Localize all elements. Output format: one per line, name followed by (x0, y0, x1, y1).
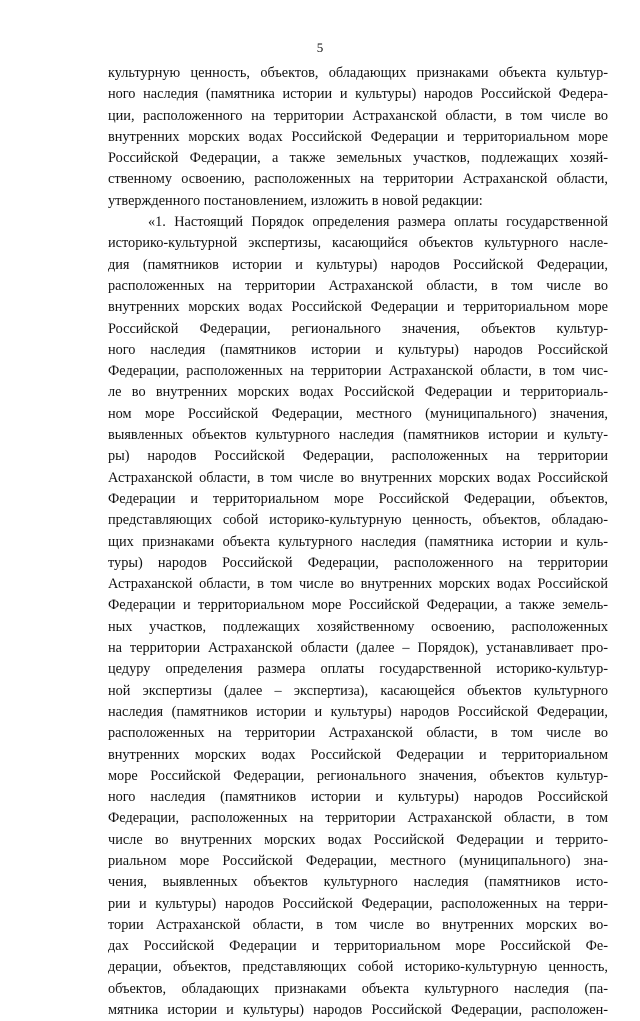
text-line: тории Астраханской области, в том числе во внутренних морских во- (108, 916, 608, 933)
text-line: Федерации, расположенных на территории Астраханской области, в том (108, 810, 608, 827)
text-line: внутренних морских водах Российской Федерации и территориальном (108, 746, 608, 763)
text-line: дия (памятников истории и культуры) народов Российской Федерации, (108, 256, 608, 273)
text-line: ры) народов Российской Федерации, расположенных на территории (108, 448, 608, 465)
text-line: внутренних морских водах Российской Федерации и территориальном море (108, 128, 608, 145)
text-line: ного наследия (памятников истории и культуры) народов Российской (108, 341, 608, 358)
text-line: Федерации и территориальном море Российской Федерации, а также земель- (108, 597, 608, 614)
text-line: рии и культуры) народов Российской Федерации, расположенных на терри- (108, 895, 608, 912)
text-line: внутренних морских водах Российской Федерации и территориальном море (108, 299, 608, 316)
text-line: дерации, объектов, представляющих собой историко-культурную ценность, (108, 959, 608, 976)
text-line: чения, выявленных объектов культурного наследия (памятников исто- (108, 874, 608, 891)
text-line: на территории Астраханской области (далее – Порядок), устанавливает про- (108, 640, 608, 657)
text-line: выявленных объектов культурного наследия (памятников истории и культу- (108, 427, 608, 444)
text-line: Федерации, расположенных на территории Астраханской области, в том чис- (108, 363, 608, 380)
text-line: ной экспертизы (далее – экспертиза), касающейся объектов культурного (108, 682, 608, 699)
document-body (108, 63, 608, 1021)
text-line: наследия (памятников истории и культуры) народов Российской Федерации, (108, 703, 608, 720)
text-line: Российской Федерации, а также земельных участков, подлежащих хозяй- (108, 150, 608, 167)
text-line: Российской Федерации, регионального значения, объектов культур- (108, 320, 608, 337)
text-line: ле во внутренних морских водах Российской Федерации и территориаль- (108, 384, 608, 401)
text-line: расположенных на территории Астраханской области, в том числе во (108, 725, 608, 742)
text-line: Астраханской области, в том числе во внутренних морских водах Российской (108, 469, 608, 486)
text-line: расположенных на территории Астраханской области, в том числе во (108, 277, 608, 294)
text-line: историко-культурной экспертизы, касающийся объектов культурного насле- (108, 235, 608, 252)
text-line: Федерации и территориальном море Российской Федерации, объектов, (108, 490, 608, 507)
text-line: дах Российской Федерации и территориальном море Российской Фе- (108, 938, 608, 955)
text-line: ного наследия (памятников истории и культуры) народов Российской (108, 789, 608, 806)
text-line: щих признаками объекта культурного наследия (памятника истории и куль- (108, 533, 608, 550)
text-line: ственному освоению, расположенных на территории Астраханской области, (108, 171, 608, 188)
text-line: числе во внутренних морских водах Российской Федерации и террито- (108, 831, 608, 848)
text-line: культурную ценность, объектов, обладающих признаками объекта культур- (108, 65, 608, 81)
text-line: Астраханской области, в том числе во внутренних морских водах Российской (108, 576, 608, 593)
page-number: 5 (316, 40, 324, 55)
text-line: туры) народов Российской Федерации, расположенного на территории (108, 554, 608, 571)
text-line: ного наследия (памятника истории и культуры) народов Российской Федера- (108, 86, 608, 103)
text-line: море Российской Федерации, регионального значения, объектов культур- (108, 767, 608, 784)
text-line: утвержденного постановлением, изложить в новой редакции: (108, 192, 483, 209)
text-line: мятника истории и культуры) народов Российской Федерации, расположен- (108, 1002, 608, 1019)
text-line: ном море Российской Федерации, местного (муниципального) значения, (108, 405, 608, 422)
text-line: цедуру определения размера оплаты государственной историко-культур- (108, 661, 608, 678)
text-line: представляющих собой историко-культурную ценность, объектов, обладаю- (108, 512, 608, 529)
text-line: риальном море Российской Федерации, местного (муниципального) зна- (108, 852, 608, 869)
paragraph-start-line: «1. Настоящий Порядок определения размера оплаты государственной (148, 214, 608, 231)
text-line: объектов, обладающих признаками объекта культурного наследия (па- (108, 980, 608, 997)
text-line: ных участков, подлежащих хозяйственному освоению, расположенных (108, 618, 608, 635)
text-line: ции, расположенного на территории Астраханской области, в том числе во (108, 107, 608, 124)
